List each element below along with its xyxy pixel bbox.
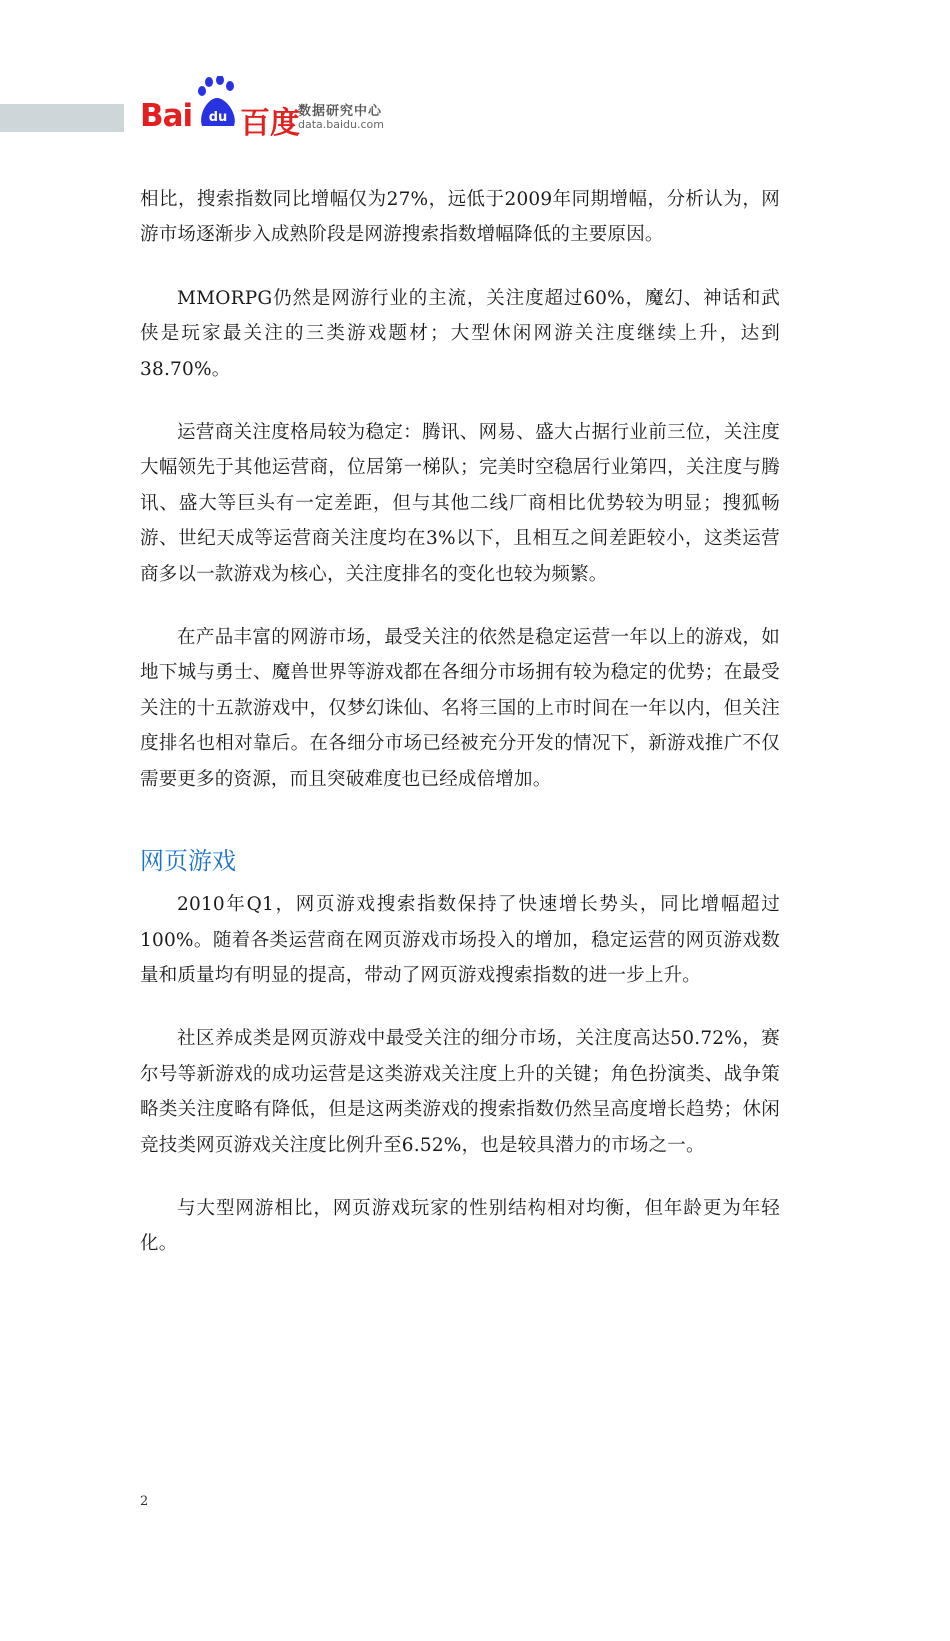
logo-domain: data.baidu.com [298,118,384,131]
logo-center-name: 数据研究中心 [298,104,383,119]
header-band [0,104,124,132]
paragraph-7: 与大型网游相比，网页游戏玩家的性别结构相对均衡，但年龄更为年轻化。 [140,1197,780,1255]
paragraph-2: MMORPG仍然是网游行业的主流，关注度超过60%，魔幻、神话和武侠是玩家最关注的三类游戏题材；大型休闲网游关注度继续上升，达到38.70%。 [140,287,780,380]
logo-chinese: 百度 [240,106,300,141]
paragraph-5: 2010年Q1，网页游戏搜索指数保持了快速增长势头，同比增幅超过100%。随着各类运营商在网页游戏市场投入的增加，稳定运营的网页游戏数量和质量均有明显的提高，带动了网页游戏搜索指数的进一步上升。 [140,894,780,986]
document-body [140,182,780,1290]
section-title: 网页游戏 [140,847,236,876]
logo-paw-text: du [208,110,228,125]
paragraph-6: 社区养成类是网页游戏中最受关注的细分市场，关注度高达50.72%，赛尔号等新游戏的成功运营是这类游戏关注度上升的关键；角色扮演类、战争策略类关注度略有降低，但是这两类游戏的搜索指数仍然呈高度增长趋势；休闲竞技类网页游戏关注度比例升至6.52%，也是较具潜力的市场之一。 [140,1028,780,1156]
baidu-data-logo [140,76,410,141]
paragraph-1: 相比，搜索指数同比增幅仅为27%，远低于2009年同期增幅，分析认为，网游市场逐渐步入成熟阶段是网游搜索指数增幅降低的主要原因。 [140,189,780,246]
paragraph-4: 在产品丰富的网游市场，最受关注的依然是稳定运营一年以上的游戏，如地下城与勇士、魔兽世界等游戏都在各细分市场拥有较为稳定的优势；在最受关注的十五款游戏中，仅梦幻诛仙、名将三国的上市时间在一年以内，但关注度排名也相对靠后。在各细分市场已经被充分开发的情况下，新游戏推广不仅需要更多的资源，而且突破难度也已经成倍增加。 [140,627,780,790]
page-number: 2 [140,1494,149,1509]
baidu-paw-icon [196,76,240,128]
paragraph-3: 运营商关注度格局较为稳定：腾讯、网易、盛大占据行业前三位，关注度大幅领先于其他运营商，位居第一梯队；完美时空稳居行业第四，关注度与腾讯、盛大等巨头有一定差距，但与其他二线厂商相比优势较为明显；搜狐畅游、世纪天成等运营商关注度均在3%以下，且相互之间差距较小，这类运营商多以一款游戏为核心，关注度排名的变化也较为频繁。 [140,422,780,585]
logo-word: Bai [140,98,193,134]
